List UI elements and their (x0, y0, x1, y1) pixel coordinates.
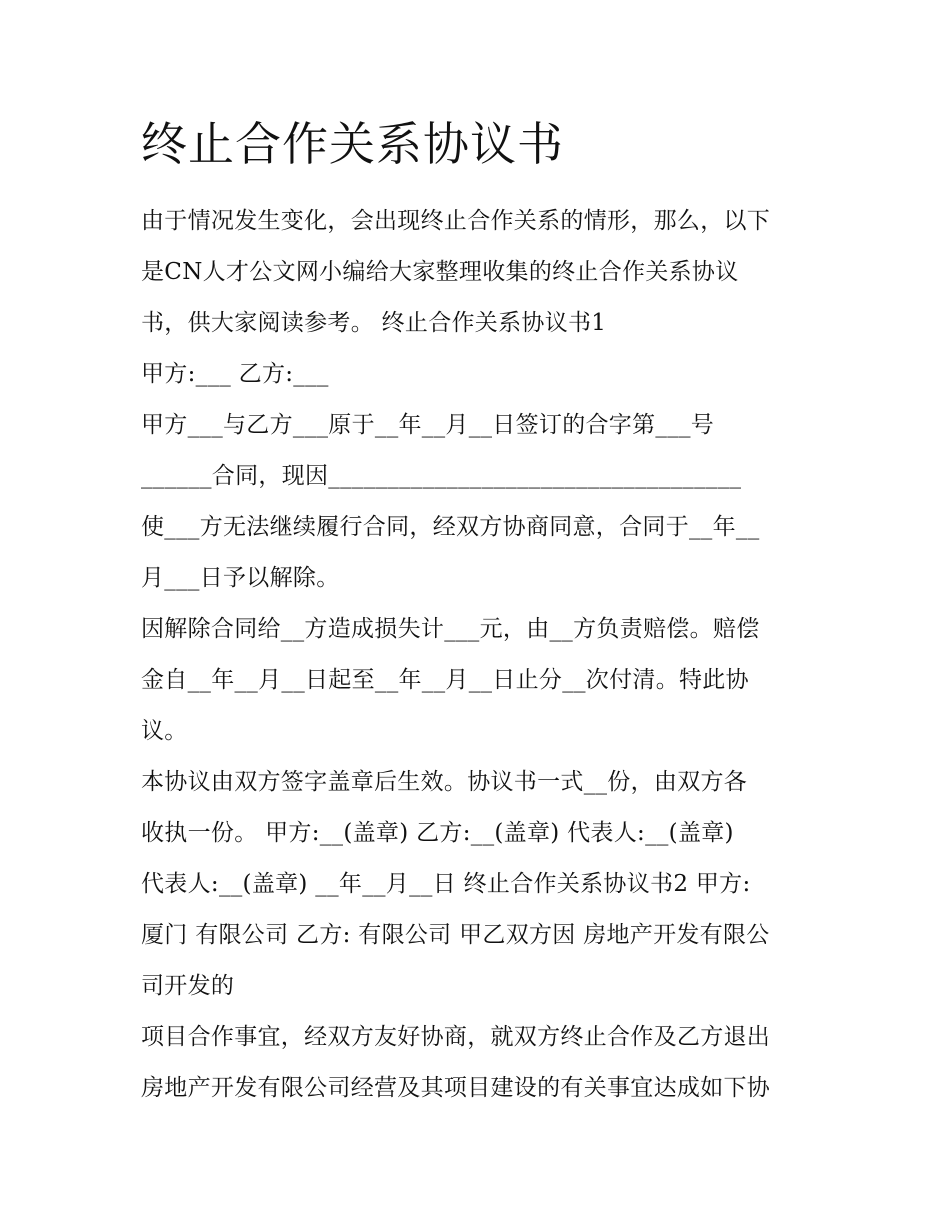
body-line: 收执一份。 甲方:__(盖章) 乙方:__(盖章) 代表人:__(盖章) (141, 820, 734, 846)
body-line: ______合同，现因___________________________________ (141, 463, 742, 489)
body-line: 项目合作事宜，经双方友好协商，就双方终止合作及乙方退出 (141, 1024, 771, 1050)
body-line: 因解除合同给__方造成损失计___元，由__方负责赔偿。赔偿 (141, 616, 760, 642)
body-line: 代表人:__(盖章) __年__月__日 终止合作关系协议书2 甲方: (141, 871, 751, 897)
body-line: 使___方无法继续履行合同，经双方协商同意，合同于__年__ (141, 514, 760, 540)
body-line: 本协议由双方签字盖章后生效。协议书一式__份，由双方各 (141, 769, 748, 795)
body-line: 月___日予以解除。 (141, 565, 340, 591)
body-line: 是CN人才公文网小编给大家整理收集的终止合作关系协议 (141, 259, 739, 285)
body-line: 司开发的 (141, 973, 235, 999)
body-line: 甲方___与乙方___原于__年__月__日签订的合字第___号 (141, 412, 715, 438)
document-body (141, 196, 821, 1114)
body-line: 书，供大家阅读参考。 终止合作关系协议书1 (141, 310, 607, 336)
body-line: 厦门 有限公司 乙方: 有限公司 甲乙双方因 房地产开发有限公 (141, 922, 770, 948)
body-line: 房地产开发有限公司经营及其项目建设的有关事宜达成如下协 (141, 1075, 771, 1101)
body-line: 金自__年__月__日起至__年__月__日止分__次付清。特此协 (141, 667, 749, 693)
body-line: 议。 (141, 718, 188, 744)
document-title: 终止合作关系协议书 (141, 117, 564, 171)
body-line: 由于情况发生变化，会出现终止合作关系的情形，那么，以下 (141, 208, 771, 234)
body-line: 甲方:___ 乙方:___ (141, 361, 329, 387)
